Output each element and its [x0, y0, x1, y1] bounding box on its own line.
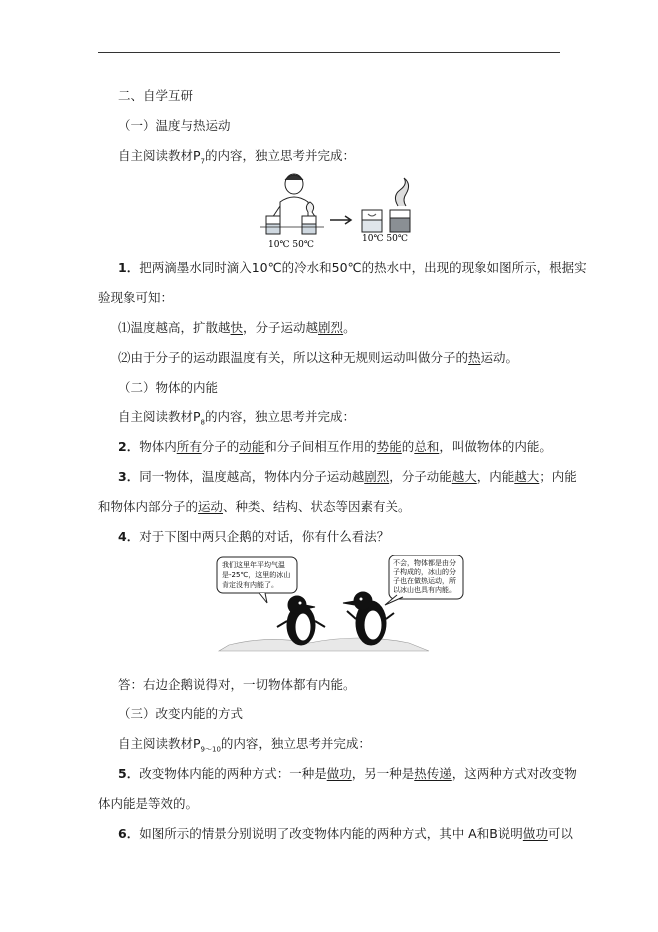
- bubble-left-line2: 是-25℃，这里的冰山: [222, 571, 291, 579]
- diffusion-figure: [250, 172, 425, 250]
- penguin-right: [343, 592, 394, 645]
- bubble-right-line3: 子也在做热运动，所: [393, 577, 456, 585]
- q3-line1: 3．同一物体，温度越高，物体内分子运动越剧烈，分子动能越大，内能越大；内能: [118, 469, 577, 484]
- part2-instruction: 自主阅读教材$P_8$的内容，独立思考并完成：: [118, 409, 356, 427]
- part3-instruction: 自主阅读教材$P_{9\sim 10}$的内容，独立思考并完成：: [118, 736, 371, 754]
- header-rule: [98, 52, 560, 53]
- beaker-cold-right: [362, 210, 382, 232]
- q4: 4．对于下图中两只企鹅的对话，你有什么看法？: [118, 529, 390, 544]
- bubble-right-line1: 不会，物体都是由分: [393, 559, 456, 567]
- bubble-right-line2: 子构成的，冰山的分: [393, 568, 456, 576]
- beaker-cold-left: [266, 216, 280, 234]
- part1-instruction: 自主阅读教材$P_7$的内容，独立思考并完成：: [118, 148, 356, 166]
- penguin-left: [277, 596, 325, 645]
- section-title: 二、自学互研: [118, 88, 194, 103]
- q5-line1: 5．改变物体内能的两种方式：一种是做功，另一种是热传递，这两种方式对改变物: [118, 766, 577, 781]
- q1-answer1: ⑴温度越高，扩散越快，分子运动越剧烈。: [118, 320, 356, 335]
- figure-left-label: 10℃ 50℃: [268, 240, 314, 250]
- q1-answer2: ⑵由于分子的运动跟温度有关，所以这种无规则运动叫做分子的热运动。: [118, 350, 519, 365]
- q1-line2: 验现象可知：: [98, 290, 174, 305]
- bubble-left-line1: 我们这里年平均气温: [222, 561, 285, 569]
- penguin-figure: [189, 555, 464, 655]
- q3-line2: 和物体内部分子的运动、种类、结构、状态等因素有关。: [98, 499, 411, 514]
- arrow-icon: [330, 216, 351, 224]
- figure-right-label: 10℃ 50℃: [362, 234, 408, 244]
- bubble-left: [217, 557, 297, 603]
- ice-ground: [219, 638, 429, 651]
- bubble-right: [385, 555, 463, 605]
- part2-heading: （二）物体的内能: [118, 380, 219, 395]
- bubble-left-line3: 肯定没有内能了。: [222, 581, 278, 589]
- q2: 2．物体内所有分子的动能和分子间相互作用的势能的总和，叫做物体的内能。: [118, 439, 552, 454]
- beaker-hot-right: [390, 178, 410, 232]
- q1-line1: 1．把两滴墨水同时滴入10℃的冷水和50℃的热水中，出现的现象如图所示，根据实: [118, 260, 587, 275]
- bubble-right-line4: 以冰山也具有内能。: [393, 586, 456, 594]
- part1-heading: （一）温度与热运动: [118, 118, 231, 133]
- q5-line2: 体内能是等效的。: [98, 796, 199, 811]
- part3-heading: （三）改变内能的方式: [118, 706, 244, 721]
- q6: 6．如图所示的情景分别说明了改变物体内能的两种方式，其中 A和B说明做功可以: [118, 826, 573, 841]
- q4-answer: 答：右边企鹅说得对，一切物体都有内能。: [118, 677, 356, 692]
